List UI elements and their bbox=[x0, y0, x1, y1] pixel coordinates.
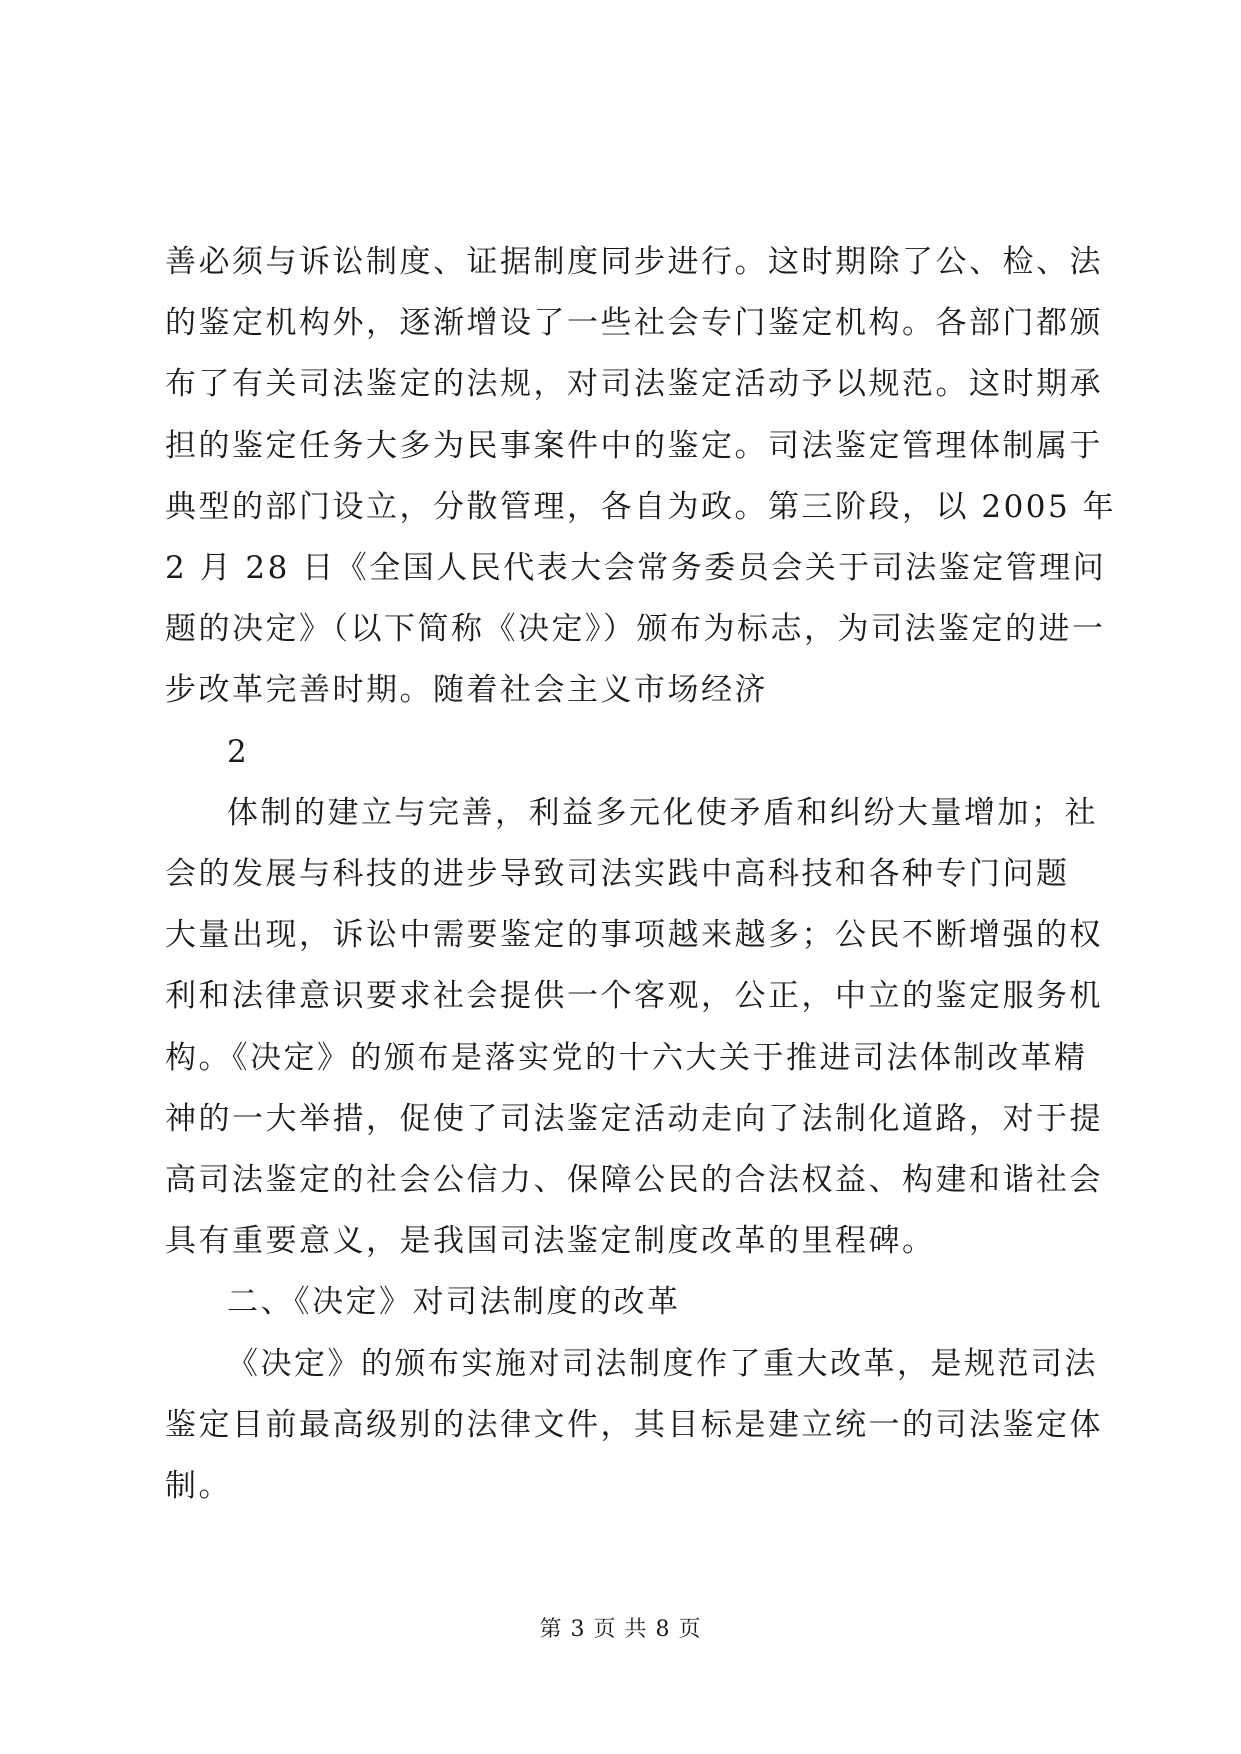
text-line: 《决定》的颁布实施对司法制度作了重大改革，是规范司法 bbox=[227, 1345, 1098, 1382]
text-line: 2 月 28 日《全国人民代表大会常务委员会关于司法鉴定管理问 bbox=[165, 550, 1107, 587]
text-line: 鉴定目前最高级别的法律文件，其目标是建立统一的司法鉴定体 bbox=[165, 1406, 1103, 1443]
body-text bbox=[165, 232, 1117, 1517]
section-heading: 二、《决定》对司法制度的改革 bbox=[227, 1284, 681, 1321]
text-line: 体制的建立与完善，利益多元化使矛盾和纠纷大量增加；社 bbox=[227, 794, 1098, 831]
text-line: 制。 bbox=[165, 1468, 232, 1505]
text-line: 担的鉴定任务大多为民事案件中的鉴定。司法鉴定管理体制属于 bbox=[165, 427, 1103, 464]
text-line: 神的一大举措，促使了司法鉴定活动走向了法制化道路，对于提 bbox=[165, 1100, 1103, 1137]
page-footer: 第 3 页 共 8 页 bbox=[539, 1617, 702, 1642]
text-line: 利和法律意识要求社会提供一个客观，公正，中立的鉴定服务机 bbox=[165, 978, 1103, 1015]
text-line: 的鉴定机构外，逐渐增设了一些社会专门鉴定机构。各部门都颁 bbox=[165, 305, 1103, 342]
text-line: 典型的部门设立，分散管理，各自为政。第三阶段，以 2005 年 bbox=[165, 488, 1117, 525]
text-line: 题的决定》（以下简称《决定》）颁布为标志，为司法鉴定的进一 bbox=[165, 611, 1106, 648]
text-line: 构。《决定》的颁布是落实党的十六大关于推进司法体制改革精 bbox=[165, 1039, 1088, 1076]
text-line: 大量出现，诉讼中需要鉴定的事项越来越多；公民不断增强的权 bbox=[165, 917, 1103, 954]
inline-page-number: 2 bbox=[227, 733, 250, 770]
text-line: 善必须与诉讼制度、证据制度同步进行。这时期除了公、检、法 bbox=[165, 244, 1103, 280]
text-line: 具有重要意义，是我国司法鉴定制度改革的里程碑。 bbox=[165, 1223, 936, 1260]
text-line: 布了有关司法鉴定的法规，对司法鉴定活动予以规范。这时期承 bbox=[165, 366, 1103, 403]
text-line: 会的发展与科技的进步导致司法实践中高科技和各种专门问题 bbox=[165, 856, 1070, 893]
text-line: 高司法鉴定的社会公信力、保障公民的合法权益、构建和谐社会 bbox=[165, 1162, 1103, 1199]
text-line: 步改革完善时期。随着社会主义市场经济 bbox=[165, 672, 768, 709]
